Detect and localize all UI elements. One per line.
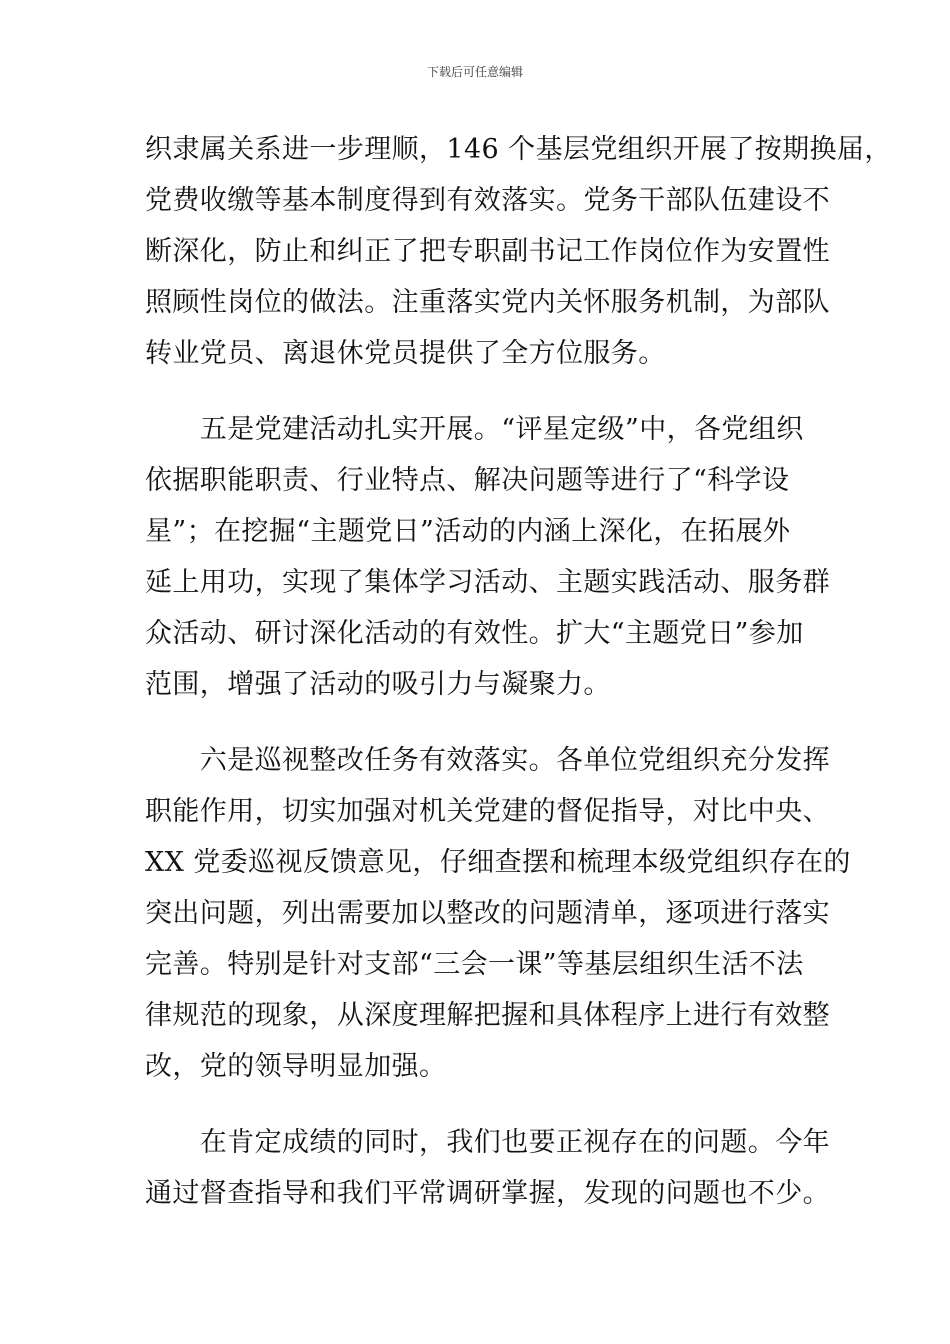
text-line: 六是巡视整改任务有效落实。各单位党组织充分发挥	[145, 745, 830, 776]
text-line: 改，党的领导明显加强。	[145, 1051, 447, 1082]
text-line: 织隶属关系进一步理顺，146 个基层党组织开展了按期换届，	[145, 134, 892, 165]
text-line: 众活动、研讨深化活动的有效性。扩大“主题党日”参加	[145, 618, 804, 649]
paragraph-party-activities	[145, 404, 830, 710]
text-line: XX 党委巡视反馈意见，仔细查摆和梳理本级党组织存在的	[145, 847, 851, 878]
text-line: 依据职能职责、行业特点、解决问题等进行了“科学设	[145, 465, 790, 496]
text-line: 突出问题，列出需要加以整改的问题清单，逐项进行落实	[145, 898, 830, 929]
page-header: 下载后可任意编辑	[426, 65, 523, 79]
text-line: 通过督查指导和我们平常调研掌握，发现的问题也不少。	[145, 1178, 830, 1209]
paragraph-inspection-rectification	[145, 735, 851, 1092]
text-line: 延上用功，实现了集体学习活动、主题实践活动、服务群	[145, 567, 830, 598]
document-body	[145, 124, 892, 1219]
text-line: 在肯定成绩的同时，我们也要正视存在的问题。今年	[145, 1127, 830, 1158]
paragraph-problems	[145, 1117, 830, 1219]
paragraph-gap	[145, 710, 815, 735]
text-line: 完善。特别是针对支部“三会一课”等基层组织生活不法	[145, 949, 804, 980]
paragraph-gap	[145, 379, 815, 404]
text-line: 范围，增强了活动的吸引力与凝聚力。	[145, 669, 611, 700]
text-line: 五是党建活动扎实开展。“评星定级”中，各党组织	[145, 414, 804, 445]
paragraph-party-organization	[145, 124, 892, 379]
paragraph-gap	[145, 1092, 815, 1117]
text-line: 党费收缴等基本制度得到有效落实。党务干部队伍建设不	[145, 185, 830, 216]
text-line: 律规范的现象，从深度理解把握和具体程序上进行有效整	[145, 1000, 830, 1031]
text-line: 转业党员、离退休党员提供了全方位服务。	[145, 338, 666, 369]
text-line: 星”；在挖掘“主题党日”活动的内涵上深化，在拓展外	[145, 516, 791, 547]
text-line: 断深化，防止和纠正了把专职副书记工作岗位作为安置性	[145, 236, 830, 267]
text-line: 照顾性岗位的做法。注重落实党内关怀服务机制，为部队	[145, 287, 830, 318]
text-line: 职能作用，切实加强对机关党建的督促指导，对比中央、	[145, 796, 830, 827]
